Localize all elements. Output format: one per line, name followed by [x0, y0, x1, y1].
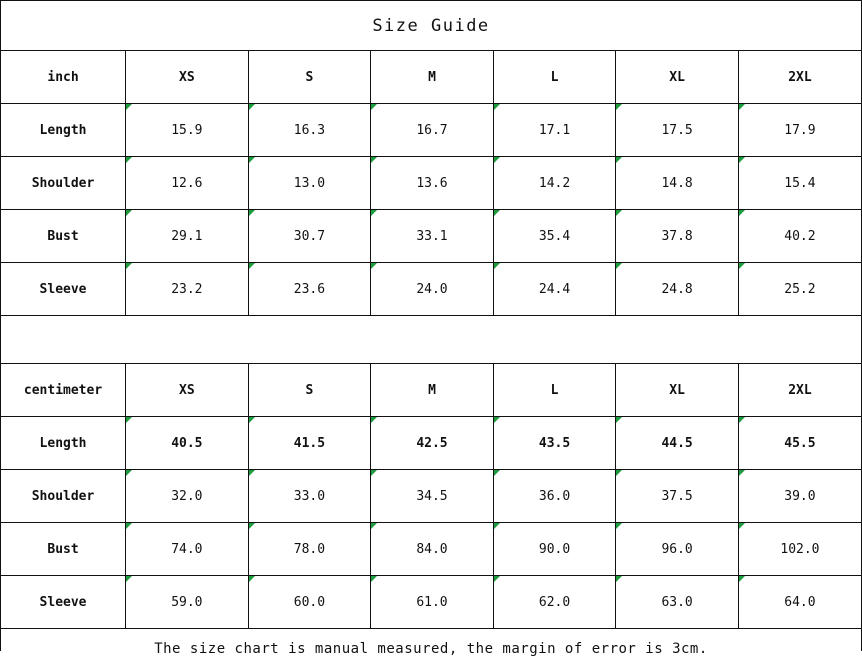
size-header-2xl: 2XL	[738, 51, 861, 104]
inch-size-table	[1, 51, 861, 315]
measure-label-sleeve: Sleeve	[1, 263, 126, 316]
table-row	[1, 523, 861, 576]
cell-bust-2xl: 102.0	[738, 523, 861, 576]
cell-bust-xs: 29.1	[126, 210, 249, 263]
cell-bust-s: 30.7	[248, 210, 371, 263]
cell-sleeve-l: 24.4	[493, 263, 616, 316]
size-header-s: S	[248, 51, 371, 104]
measure-label-bust: Bust	[1, 210, 126, 263]
cell-sleeve-l: 62.0	[493, 576, 616, 629]
cell-sleeve-m: 61.0	[371, 576, 494, 629]
cell-sleeve-xl: 63.0	[616, 576, 739, 629]
cell-sleeve-s: 60.0	[248, 576, 371, 629]
cell-bust-l: 90.0	[493, 523, 616, 576]
cell-sleeve-m: 24.0	[371, 263, 494, 316]
measure-label-shoulder: Shoulder	[1, 470, 126, 523]
cell-shoulder-2xl: 39.0	[738, 470, 861, 523]
cell-sleeve-2xl: 64.0	[738, 576, 861, 629]
cell-shoulder-s: 13.0	[248, 157, 371, 210]
cell-bust-xl: 37.8	[616, 210, 739, 263]
size-header-xl: XL	[616, 364, 739, 417]
cell-bust-xs: 74.0	[126, 523, 249, 576]
measurement-disclaimer: The size chart is manual measured, the margin of error is 3cm.	[154, 641, 708, 657]
cell-length-m: 42.5	[371, 417, 494, 470]
measure-label-length: Length	[1, 417, 126, 470]
size-header-l: L	[493, 364, 616, 417]
table-row	[1, 576, 861, 629]
measure-label-shoulder: Shoulder	[1, 157, 126, 210]
table-row	[1, 104, 861, 157]
cell-length-m: 16.7	[371, 104, 494, 157]
size-header-xl: XL	[616, 51, 739, 104]
cell-length-xl: 17.5	[616, 104, 739, 157]
inch-table-wrapper	[1, 51, 861, 315]
table-header-row	[1, 364, 861, 417]
cell-sleeve-xl: 24.8	[616, 263, 739, 316]
cell-bust-m: 33.1	[371, 210, 494, 263]
cell-shoulder-m: 13.6	[371, 157, 494, 210]
footer-note-bar	[1, 628, 861, 669]
cell-bust-s: 78.0	[248, 523, 371, 576]
unit-label-inch: inch	[1, 51, 126, 104]
cell-sleeve-xs: 23.2	[126, 263, 249, 316]
cell-length-xs: 40.5	[126, 417, 249, 470]
unit-label-centimeter: centimeter	[1, 364, 126, 417]
size-header-m: M	[371, 364, 494, 417]
cell-length-2xl: 45.5	[738, 417, 861, 470]
cell-shoulder-xs: 32.0	[126, 470, 249, 523]
page-title: Size Guide	[372, 15, 490, 36]
measure-label-length: Length	[1, 104, 126, 157]
table-row	[1, 157, 861, 210]
cell-shoulder-l: 14.2	[493, 157, 616, 210]
cell-bust-l: 35.4	[493, 210, 616, 263]
cell-length-xl: 44.5	[616, 417, 739, 470]
cell-sleeve-s: 23.6	[248, 263, 371, 316]
table-row	[1, 417, 861, 470]
cell-sleeve-2xl: 25.2	[738, 263, 861, 316]
cell-length-2xl: 17.9	[738, 104, 861, 157]
cell-length-s: 16.3	[248, 104, 371, 157]
cell-shoulder-m: 34.5	[371, 470, 494, 523]
table-row	[1, 210, 861, 263]
table-row	[1, 263, 861, 316]
measure-label-bust: Bust	[1, 523, 126, 576]
cell-sleeve-xs: 59.0	[126, 576, 249, 629]
table-header-row	[1, 51, 861, 104]
cell-shoulder-xs: 12.6	[126, 157, 249, 210]
measure-label-sleeve: Sleeve	[1, 576, 126, 629]
cell-length-xs: 15.9	[126, 104, 249, 157]
cell-shoulder-2xl: 15.4	[738, 157, 861, 210]
size-header-l: L	[493, 51, 616, 104]
centimeter-size-table	[1, 364, 861, 628]
size-header-m: M	[371, 51, 494, 104]
cell-shoulder-s: 33.0	[248, 470, 371, 523]
cell-length-l: 43.5	[493, 417, 616, 470]
cell-shoulder-l: 36.0	[493, 470, 616, 523]
table-row	[1, 470, 861, 523]
cell-length-l: 17.1	[493, 104, 616, 157]
cell-bust-xl: 96.0	[616, 523, 739, 576]
cell-bust-2xl: 40.2	[738, 210, 861, 263]
cell-length-s: 41.5	[248, 417, 371, 470]
centimeter-table-wrapper	[1, 364, 861, 628]
cell-shoulder-xl: 37.5	[616, 470, 739, 523]
cell-shoulder-xl: 14.8	[616, 157, 739, 210]
size-header-xs: XS	[126, 51, 249, 104]
size-header-s: S	[248, 364, 371, 417]
size-header-2xl: 2XL	[738, 364, 861, 417]
table-separator	[1, 315, 861, 364]
page-title-bar	[1, 1, 861, 51]
cell-bust-m: 84.0	[371, 523, 494, 576]
size-header-xs: XS	[126, 364, 249, 417]
